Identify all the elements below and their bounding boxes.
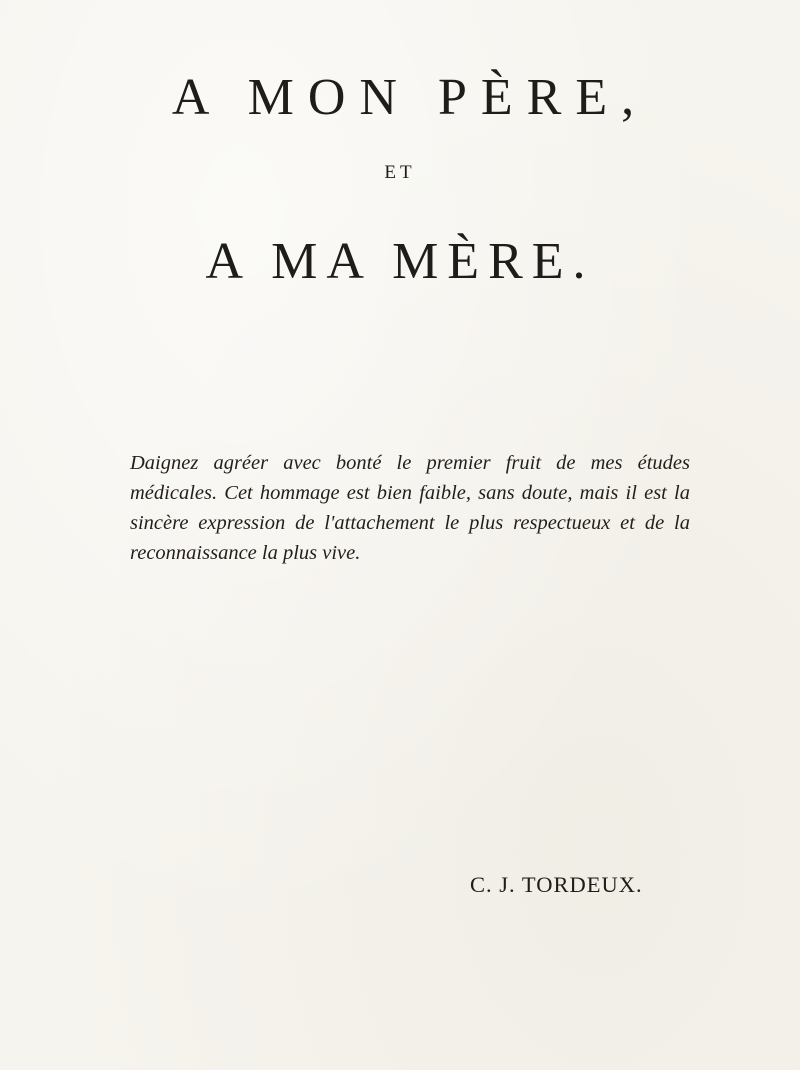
dedication-heading-father: A MON PÈRE, (171, 69, 649, 126)
dedication-paragraph: Daignez agréer avec bonté le premier fruit de mes études médicales. Cet hommage est bien faible, sans doute, mais il est la sincère expression de l'attachement le plus respectueux et de la reconnaissance la plus vive. (130, 452, 690, 564)
dedication-heading-mother: A MA MÈRE. (205, 233, 595, 290)
author-signature: C. J. TORDEUX. (470, 872, 643, 897)
conjunction-label: ET (384, 162, 416, 183)
